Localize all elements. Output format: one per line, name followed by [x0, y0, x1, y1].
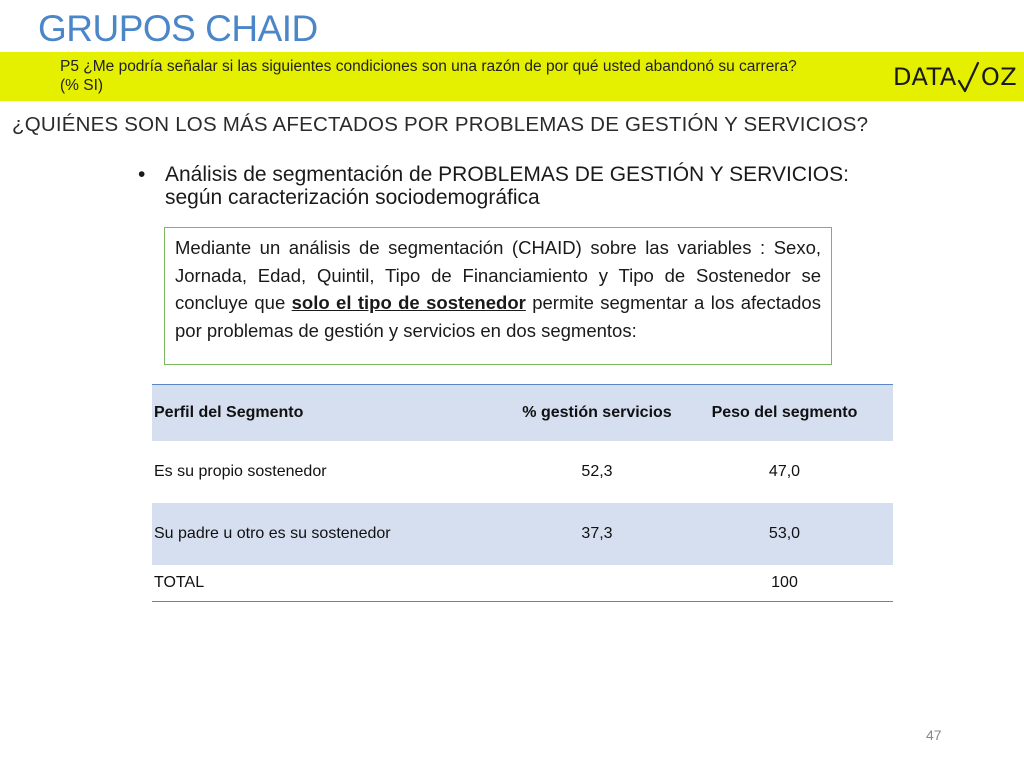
- table-row-total: [152, 565, 893, 602]
- cell-peso: 100: [771, 573, 798, 591]
- table-row: [152, 441, 893, 503]
- question-band: [0, 52, 1024, 101]
- header-gestion: % gestión servicios: [522, 403, 672, 421]
- bullet-point: [138, 163, 898, 209]
- check-v-icon: [958, 61, 980, 93]
- survey-question: [60, 57, 860, 95]
- page-number: 47: [926, 727, 942, 743]
- bullet-text: [165, 163, 898, 209]
- cell-peso: 53,0: [768, 524, 801, 542]
- summary-box: [164, 227, 832, 365]
- logo-text-left: DATA: [893, 63, 957, 91]
- bullet-line2: según caracterización sociodemográfica: [165, 186, 540, 209]
- cell-peso: 47,0: [768, 462, 801, 480]
- summary-emphasis: solo el tipo de sostenedor: [291, 292, 526, 313]
- header-perfil: Perfil del Segmento: [154, 403, 304, 421]
- summary-text-before: Mediante un análisis de segmentación (CHAID) sobre las variables : Sexo, Jornada, Edad, Quintil, Tipo de Financiamiento y Tipo de Sostenedor se concluye que: [175, 237, 821, 313]
- cell-gestion: 52,3: [581, 462, 613, 480]
- cell-perfil: Su padre u otro es su sostenedor: [154, 524, 391, 542]
- cell-gestion: 37,3: [581, 524, 613, 542]
- logo-text-right: OZ: [980, 63, 1018, 91]
- cell-gestion: [518, 565, 676, 602]
- cell-perfil: Es su propio sostenedor: [154, 462, 327, 480]
- header-peso: Peso del segmento: [711, 403, 858, 421]
- table-row: [152, 503, 893, 565]
- segment-table: [152, 384, 893, 602]
- survey-question-line2: (% SI): [60, 77, 104, 94]
- summary-text-after: permite segmentar a los afectados por problemas de gestión y servicios en dos segmentos:: [175, 292, 821, 341]
- bullet-line1: Análisis de segmentación de PROBLEMAS DE GESTIÓN Y SERVICIOS:: [165, 163, 849, 186]
- cell-perfil: TOTAL: [154, 573, 205, 591]
- slide-title: GRUPOS CHAID: [38, 8, 318, 49]
- datavoz-logo: [893, 60, 1017, 94]
- section-subheading: ¿QUIÉNES SON LOS MÁS AFECTADOS POR PROBLEMAS DE GESTIÓN Y SERVICIOS?: [12, 113, 869, 136]
- survey-question-line1: P5 ¿Me podría señalar si las siguientes condiciones son una razón de por qué usted abandonó su carrera?: [60, 58, 797, 75]
- table-header-row: [152, 385, 893, 441]
- bullet-dot-icon: •: [138, 163, 146, 186]
